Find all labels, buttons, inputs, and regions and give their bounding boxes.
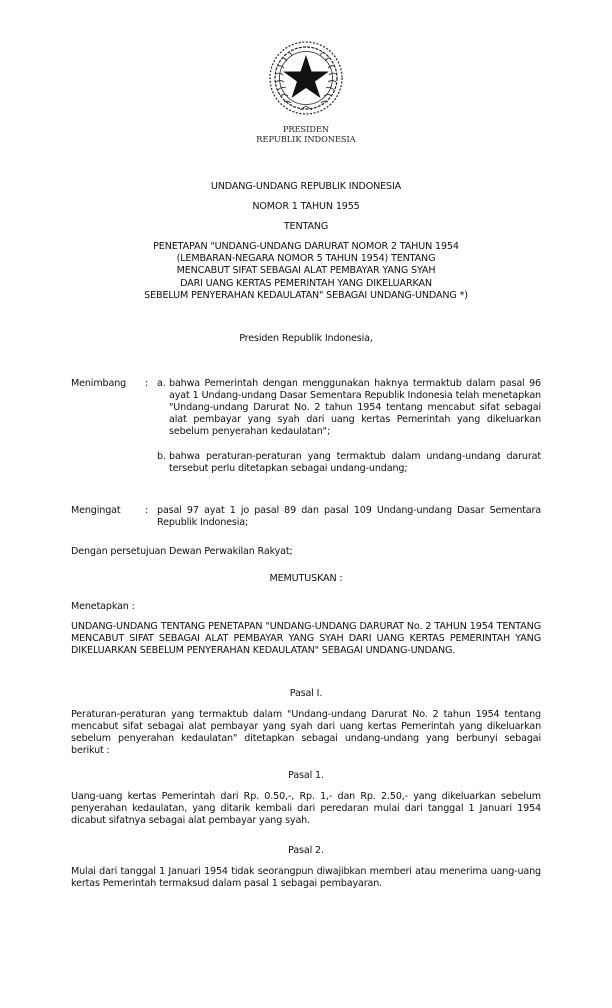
law-subject	[0, 241, 612, 302]
menimbang-colon: :	[145, 378, 149, 389]
menetapkan-label: Menetapkan :	[71, 601, 135, 612]
mengingat-label: Mengingat	[71, 505, 121, 516]
subject-line: (LEMBARAN-NEGARA NOMOR 5 TAHUN 1954) TENTANG	[176, 253, 436, 265]
office-line-president: PRESIDEN	[282, 124, 330, 134]
article-heading-1: Pasal 1.	[288, 770, 324, 781]
mengingat-colon: :	[145, 505, 149, 516]
law-number: NOMOR 1 TAHUN 1955	[252, 201, 360, 212]
president-salutation: Presiden Republik Indonesia,	[239, 333, 373, 344]
subject-line: DARI UANG KERTAS PEMERINTAH YANG DIKELUARKAN	[180, 277, 432, 289]
article-text-2: Mulai dari tanggal 1 Januari 1954 tidak seorangpun diwajibkan memberi atau menerima uang-uang kertas Pemerintah termaksud dalam pasal 1 sebagai pembayaran.	[71, 866, 541, 890]
menimbang-marker-a: a.	[157, 378, 166, 389]
subject-line: PENETAPAN "UNDANG-UNDANG DARURAT NOMOR 2 TAHUN 1954	[153, 241, 459, 252]
subject-line: MENCABUT SIFAT SEBAGAI ALAT PEMBAYAR YANG SYAH	[176, 265, 436, 277]
memutuskan-heading: MEMUTUSKAN :	[269, 573, 343, 584]
menimbang-label: Menimbang	[71, 378, 127, 389]
office-title	[0, 124, 612, 144]
menimbang-marker-b: b.	[157, 451, 166, 462]
article-heading-2: Pasal 2.	[288, 845, 324, 856]
tentang-heading: TENTANG	[283, 221, 329, 232]
subject-line: SEBELUM PENYERAHAN KEDAULATAN" SEBAGAI UNDANG-UNDANG *)	[144, 289, 468, 301]
menimbang-item-b: bahwa peraturan-peraturan yang termaktub dalam undang-undang darurat tersebut perlu ditetapkan sebagai undang-undang;	[169, 451, 541, 475]
mengingat-text: pasal 97 ayat 1 jo pasal 89 dan pasal 109 Undang-undang Dasar Sementara Republik Indonesia;	[157, 505, 541, 529]
parliament-approval: Dengan persetujuan Dewan Perwakilan Rakyat;	[71, 546, 293, 557]
menimbang-item-a: bahwa Pemerintah dengan menggunakan haknya termaktub dalam pasal 96 ayat 1 Undang-undang Dasar Sementara Republik Indonesia telah menetapkan "Undang-undang Darurat No. 2 tahun 1954 tentang mencabut sifat sebagai alat pembayar yang syah dari uang kertas Pemerintah yang dikeluarkan sebelum penyerahan kedaulatan";	[169, 378, 541, 438]
menetapkan-text: UNDANG-UNDANG TENTANG PENETAPAN "UNDANG-UNDANG DARURAT No. 2 TAHUN 1954 TENTANG MENCABUT SIFAT SEBAGAI ALAT PEMBAYAR YANG SYAH DARI UANG KERTAS PEMERINTAH YANG DIKELUARKAN SEBELUM PENYERAHAN KEDAULATAN" SEBAGAI UNDANG-UNDANG.	[71, 621, 541, 657]
garuda-emblem-icon	[266, 38, 346, 118]
article-text-I: Peraturan-peraturan yang termaktub dalam "Undang-undang Darurat No. 2 tahun 1954 tentang mencabut sifat sebagai alat pembayar yang syah dari uang kertas Pemerintah yang dikeluarkan sebelum penyerahan kedaulatan" ditetapkan sebagai undang-undang yang berbunyi sebagai berikut :	[71, 709, 541, 757]
law-title: UNDANG-UNDANG REPUBLIK INDONESIA	[210, 181, 402, 192]
article-text-1: Uang-uang kertas Pemerintah dari Rp. 0.50,-, Rp. 1,- dan Rp. 2.50,- yang dikeluarkan sebelum penyerahan kedaulatan, yang ditarik kembali dari peredaran mulai dari tanggal 1 Januari 1954 dicabut sifatnya sebagai alat pembayar yang syah.	[71, 791, 541, 827]
article-heading-I: Pasal I.	[289, 688, 323, 699]
office-line-republic: REPUBLIK INDONESIA	[256, 134, 356, 144]
